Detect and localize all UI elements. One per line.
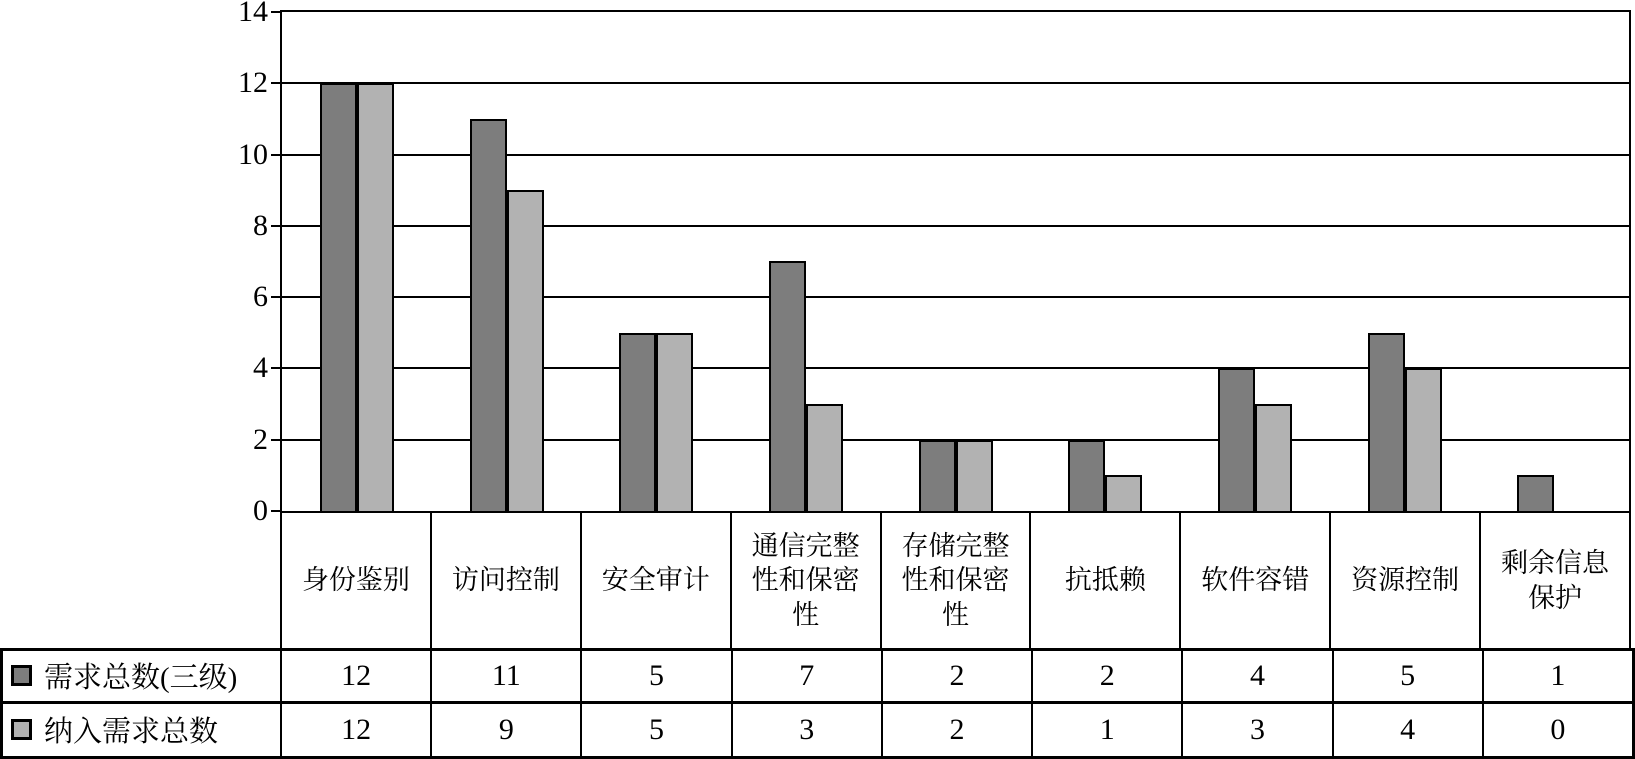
bar-group [432, 12, 582, 511]
bar-series2 [1405, 368, 1442, 511]
table-value-cell-series2: 5 [580, 704, 730, 757]
table-value-cell-series1: 1 [1482, 651, 1632, 704]
table-value-cell-series1: 4 [1181, 651, 1331, 704]
y-axis-tick [271, 154, 280, 156]
bar-group [731, 12, 881, 511]
table-value-cell-series2: 3 [731, 704, 881, 757]
bar-series2 [1255, 404, 1292, 511]
data-table [0, 648, 1635, 759]
bar-series2 [956, 440, 993, 511]
category-header-row [280, 513, 1631, 648]
category-label: 剩余信息保护 [1481, 513, 1631, 648]
table-value-cell-series2: 3 [1181, 704, 1331, 757]
y-axis-tick [271, 225, 280, 227]
bar-series1 [1517, 475, 1554, 511]
bar-group [881, 12, 1031, 511]
y-axis-label: 2 [253, 422, 268, 456]
y-axis-tick [271, 439, 280, 441]
bar-series1 [1368, 333, 1405, 511]
table-value-cell-series1: 5 [580, 651, 730, 704]
y-axis-label: 12 [238, 66, 268, 100]
category-label: 存储完整性和保密性 [882, 513, 1032, 648]
legend-label-series1: 需求总数(三级) [44, 662, 238, 695]
y-axis-tick [271, 510, 280, 512]
y-axis-label: 0 [253, 494, 268, 527]
legend-swatch-series2-icon [11, 719, 32, 740]
legend-label-series2: 纳入需求总数 [44, 716, 219, 749]
y-axis-tick [271, 296, 280, 298]
legend-swatch-series1-icon [11, 665, 32, 686]
bar-group [1330, 12, 1480, 511]
bar-group [1180, 12, 1330, 511]
category-label: 抗抵赖 [1031, 513, 1181, 648]
plot-area [280, 10, 1631, 513]
bar-group [581, 12, 731, 511]
y-axis-tick [271, 11, 280, 13]
bar-group [282, 12, 432, 511]
table-value-cell-series1: 11 [430, 651, 580, 704]
table-value-cell-series2: 2 [881, 704, 1031, 757]
y-axis-tick [271, 367, 280, 369]
table-value-cell-series1: 2 [881, 651, 1031, 704]
legend-row-series2 [3, 704, 280, 757]
y-axis-tick [271, 82, 280, 84]
category-label: 身份鉴别 [282, 513, 432, 648]
table-value-cell-series2: 0 [1482, 704, 1632, 757]
bar-series1 [619, 333, 656, 511]
bar-series1 [769, 261, 806, 511]
table-value-cell-series2: 12 [280, 704, 430, 757]
bar-series1 [1068, 440, 1105, 511]
bar-series1 [1218, 368, 1255, 511]
bar-series2 [656, 333, 693, 511]
category-label: 安全审计 [582, 513, 732, 648]
y-axis-label: 14 [238, 0, 268, 28]
bar-series1 [320, 83, 357, 511]
table-value-cell-series1: 5 [1332, 651, 1482, 704]
bar-series2 [806, 404, 843, 511]
category-label: 通信完整性和保密性 [732, 513, 882, 648]
table-value-cell-series1: 2 [1031, 651, 1181, 704]
table-value-cell-series2: 4 [1332, 704, 1482, 757]
y-axis-label: 10 [238, 137, 268, 171]
bar-group [1479, 12, 1629, 511]
table-value-cell-series2: 9 [430, 704, 580, 757]
category-label: 访问控制 [432, 513, 582, 648]
table-value-cell-series1: 12 [280, 651, 430, 704]
category-label: 软件容错 [1181, 513, 1331, 648]
bar-series2 [1105, 475, 1142, 511]
bar-series1 [470, 119, 507, 511]
y-axis-label: 8 [253, 208, 268, 242]
category-label: 资源控制 [1331, 513, 1481, 648]
bar-series2 [507, 190, 544, 511]
legend-row-series1 [3, 651, 280, 704]
y-axis-label: 4 [253, 351, 268, 385]
bar-series2 [357, 83, 394, 511]
bar-series1 [919, 440, 956, 511]
y-axis-label: 6 [253, 280, 268, 314]
table-value-cell-series2: 1 [1031, 704, 1181, 757]
bar-groups-layer [282, 12, 1629, 511]
bar-group [1030, 12, 1180, 511]
table-value-cell-series1: 7 [731, 651, 881, 704]
